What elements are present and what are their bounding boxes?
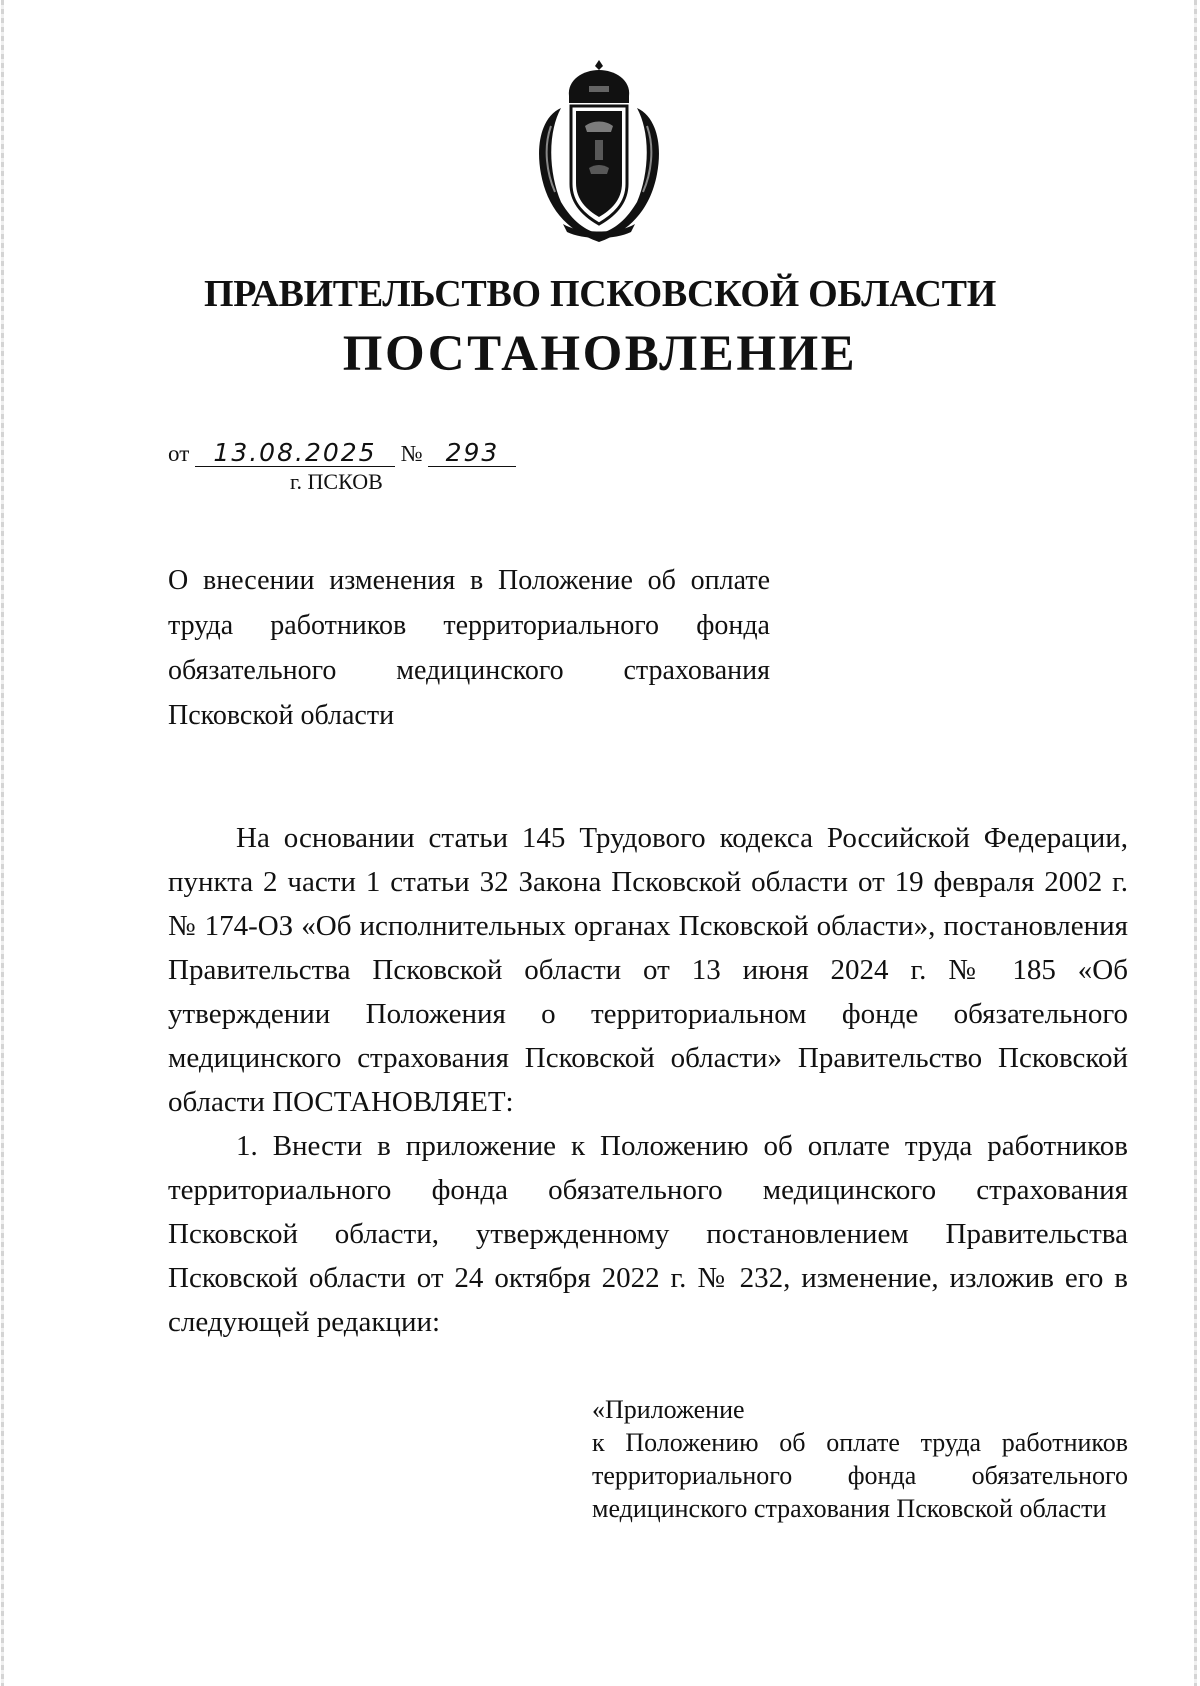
document-body	[168, 816, 1128, 1344]
document-subject: О внесении изменения в Положение об оплате труда работников территориального фонда обязательного медицинского страхования Псковской области	[168, 565, 770, 731]
scan-edge-right	[1194, 0, 1197, 1686]
handwritten-number: 293	[428, 440, 516, 467]
appendix-title: «Приложение	[592, 1395, 745, 1424]
appendix-heading-block	[592, 1393, 1128, 1525]
scan-edge-left	[1, 0, 4, 1686]
date-prefix: от	[168, 441, 190, 466]
pskov-coat-of-arms-icon	[528, 56, 670, 246]
preamble-paragraph: На основании статьи 145 Трудового кодекса Российской Федерации, пункта 2 части 1 статьи 32 Закона Псковской области от 19 февраля 2002 г. № 174-ОЗ «Об исполнительных органах Псковской области», постановления Правительства Псковской области от 13 июня 2024 г. № 185 «Об утверждении Положения о территориальном фонде обязательного медицинского страхования Псковской области» Правительство Псковской области ПОСТАНОВЛЯЕТ:	[168, 822, 1128, 1118]
date-number-line	[168, 440, 516, 467]
number-sign: №	[400, 441, 423, 466]
handwritten-date: 13.08.2025	[195, 440, 395, 467]
government-title: ПРАВИТЕЛЬСТВО ПСКОВСКОЙ ОБЛАСТИ	[204, 273, 996, 315]
document-type-title: ПОСТАНОВЛЕНИЕ	[342, 326, 858, 382]
appendix-text: к Положению об оплате труда работников территориального фонда обязательного медицинского страхования Псковской области	[592, 1428, 1128, 1523]
item-1-paragraph: 1. Внести в приложение к Положению об оплате труда работников территориального фонда обязательного медицинского страхования Псковской области, утвержденному постановлением Правительства Псковской области от 24 октября 2022 г. № 232, изменение, изложив его в следующей редакции:	[168, 1130, 1128, 1338]
city-label: г. ПСКОВ	[290, 469, 383, 494]
